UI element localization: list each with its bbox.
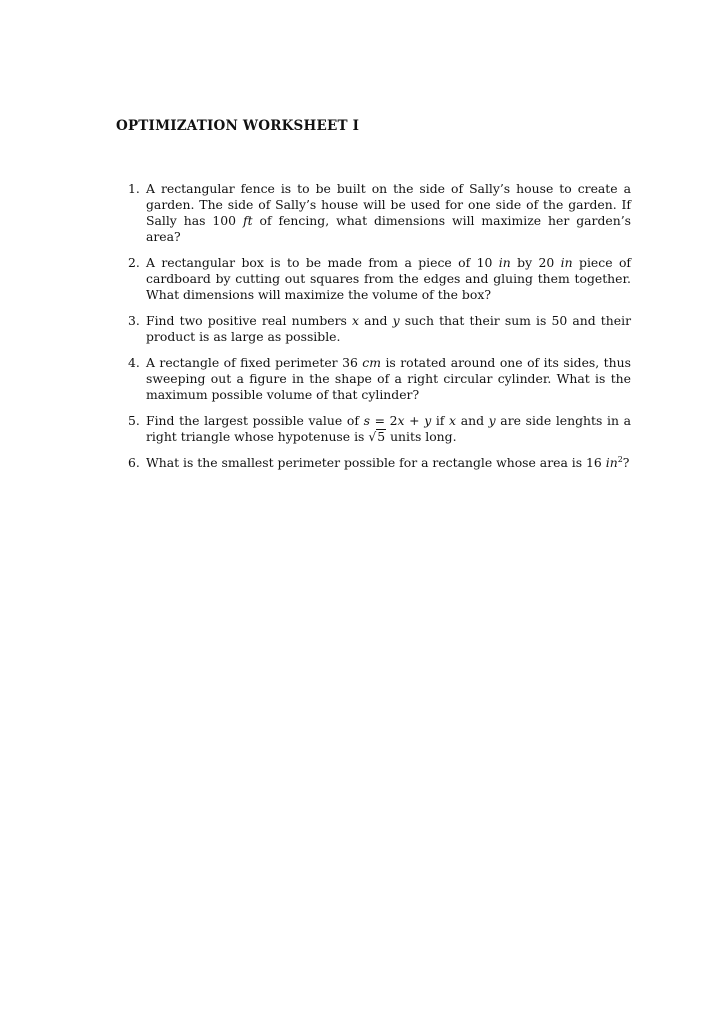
problem-item (116, 255, 631, 303)
problem-item (116, 181, 631, 245)
problem-number: 6. (128, 455, 140, 470)
problem-text: Find two positive real numbers x and y such that their sum is 50 and their product is as large as possible. (146, 313, 631, 344)
problem-text: A rectangular fence is to be built on the side of Sally’s house to create a garden. The side of Sally’s house will be used for one side of the garden. If Sally has 100 ft of fencing, what dimensions will maximize her garden’s area? (146, 181, 631, 244)
exponent: 2 (617, 455, 623, 464)
problem-number: 2. (128, 255, 140, 270)
problem-list (116, 181, 631, 481)
problem-number: 1. (128, 181, 140, 196)
problem-text: What is the smallest perimeter possible for a rectangle whose area is 16 $in^2$? (146, 455, 630, 470)
square-root-symbol: √5 (368, 429, 386, 444)
problem-item (116, 355, 631, 403)
problem-number: 5. (128, 413, 140, 428)
problem-number: 3. (128, 313, 140, 328)
problem-item (116, 413, 631, 445)
problem-text: Find the largest possible value of s = 2x + y if x and y are side lenghts in a right triangle whose hypotenuse is √5 units long. (146, 413, 631, 444)
worksheet-title: OPTIMIZATION WORKSHEET I (116, 118, 360, 134)
problem-text: A rectangular box is to be made from a piece of 10 in by 20 in piece of cardboard by cutting out squares from the edges and gluing them together. What dimensions will maximize the volume of the box? (146, 255, 631, 302)
problem-item (116, 313, 631, 345)
problem-item (116, 455, 631, 471)
problem-text: A rectangle of fixed perimeter 36 cm is rotated around one of its sides, thus sweeping out a figure in the shape of a right circular cylinder. What is the maximum possible volume of that cylinder? (146, 355, 631, 402)
problem-number: 4. (128, 355, 140, 370)
